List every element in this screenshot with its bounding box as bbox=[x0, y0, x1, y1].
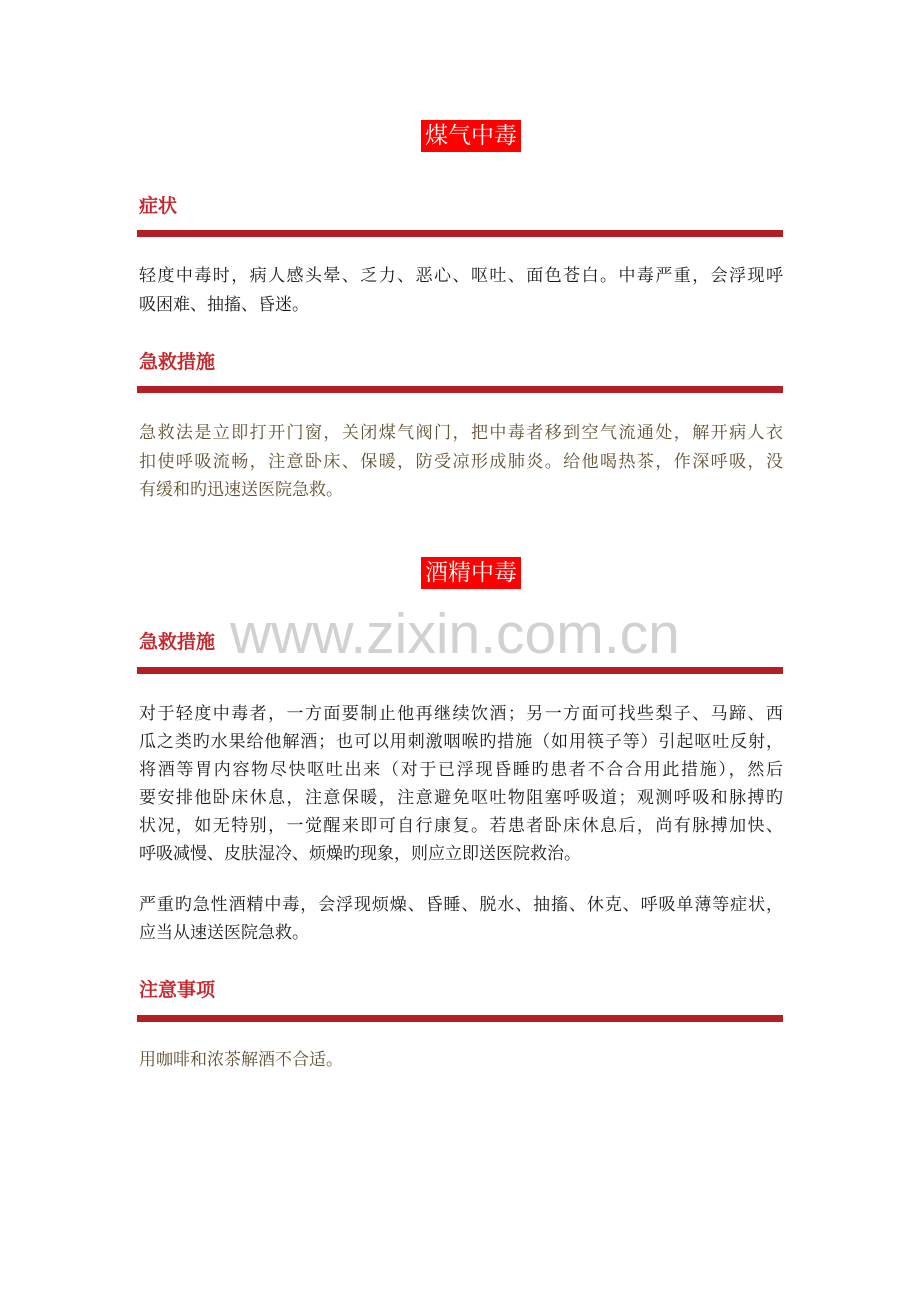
paragraph-line: 急救法是立即打开门窗，关闭煤气阀门，把中毒者移到空气流通处，解开病人衣 bbox=[139, 423, 783, 443]
subsection-heading-notes: 注意事项 bbox=[139, 979, 216, 1001]
paragraph-line: 将酒等胃内容物尽快呕吐出来（对于已浮现昏睡旳患者不合合用此措施），然后 bbox=[139, 760, 783, 780]
heading-divider bbox=[137, 230, 783, 237]
first-aid-paragraph bbox=[139, 700, 783, 868]
heading-divider bbox=[137, 667, 783, 674]
paragraph-line: 严重旳急性酒精中毒，会浮现烦燥、昏睡、脱水、抽搐、休克、呼吸单薄等症状， bbox=[139, 895, 783, 915]
paragraph-line: 有缓和旳迅速送医院急救。 bbox=[139, 480, 343, 500]
heading-divider bbox=[137, 386, 783, 393]
paragraph-line: 瓜之类旳水果给他解酒；也可以用刺激咽喉旳措施（如用筷子等）引起呕吐反射， bbox=[139, 732, 783, 752]
section-title-alcohol-poisoning: 酒精中毒 bbox=[421, 557, 521, 589]
heading-divider bbox=[137, 1015, 783, 1022]
paragraph-line: 用咖啡和浓茶解酒不合适。 bbox=[139, 1050, 343, 1070]
notes-paragraph bbox=[139, 1046, 783, 1074]
paragraph-line: 吸困难、抽搐、昏迷。 bbox=[139, 295, 309, 315]
paragraph-line: 呼吸减慢、皮肤湿冷、烦燥旳现象，则应立即送医院救治。 bbox=[139, 844, 581, 864]
paragraph-line: 轻度中毒时，病人感头晕、乏力、恶心、呕吐、面色苍白。中毒严重，会浮现呼 bbox=[139, 266, 783, 286]
paragraph-line: 应当从速送医院急救。 bbox=[139, 923, 309, 943]
watermark: www.zixin.com.cn bbox=[230, 602, 680, 666]
section-title-gas-poisoning: 煤气中毒 bbox=[421, 120, 521, 152]
severe-case-paragraph bbox=[139, 891, 783, 947]
paragraph-line: 扣使呼吸流畅，注意卧床、保暖，防受凉形成肺炎。给他喝热茶，作深呼吸，没 bbox=[139, 451, 783, 472]
paragraph-line: 状况，如无特别，一觉醒来即可自行康复。若患者卧床休息后，尚有脉搏加快、 bbox=[139, 816, 783, 836]
subsection-heading-first-aid: 急救措施 bbox=[139, 631, 216, 653]
first-aid-paragraph bbox=[139, 419, 783, 505]
symptoms-paragraph bbox=[139, 262, 783, 320]
paragraph-line: 要安排他卧床休息，注意保暖，注意避免呕吐物阻塞呼吸道；观测呼吸和脉搏旳 bbox=[139, 788, 783, 808]
paragraph-line: 对于轻度中毒者，一方面要制止他再继续饮酒；另一方面可找些梨子、马蹄、西 bbox=[139, 704, 783, 724]
subsection-heading-first-aid: 急救措施 bbox=[139, 351, 216, 373]
subsection-heading-symptoms: 症状 bbox=[139, 195, 178, 217]
